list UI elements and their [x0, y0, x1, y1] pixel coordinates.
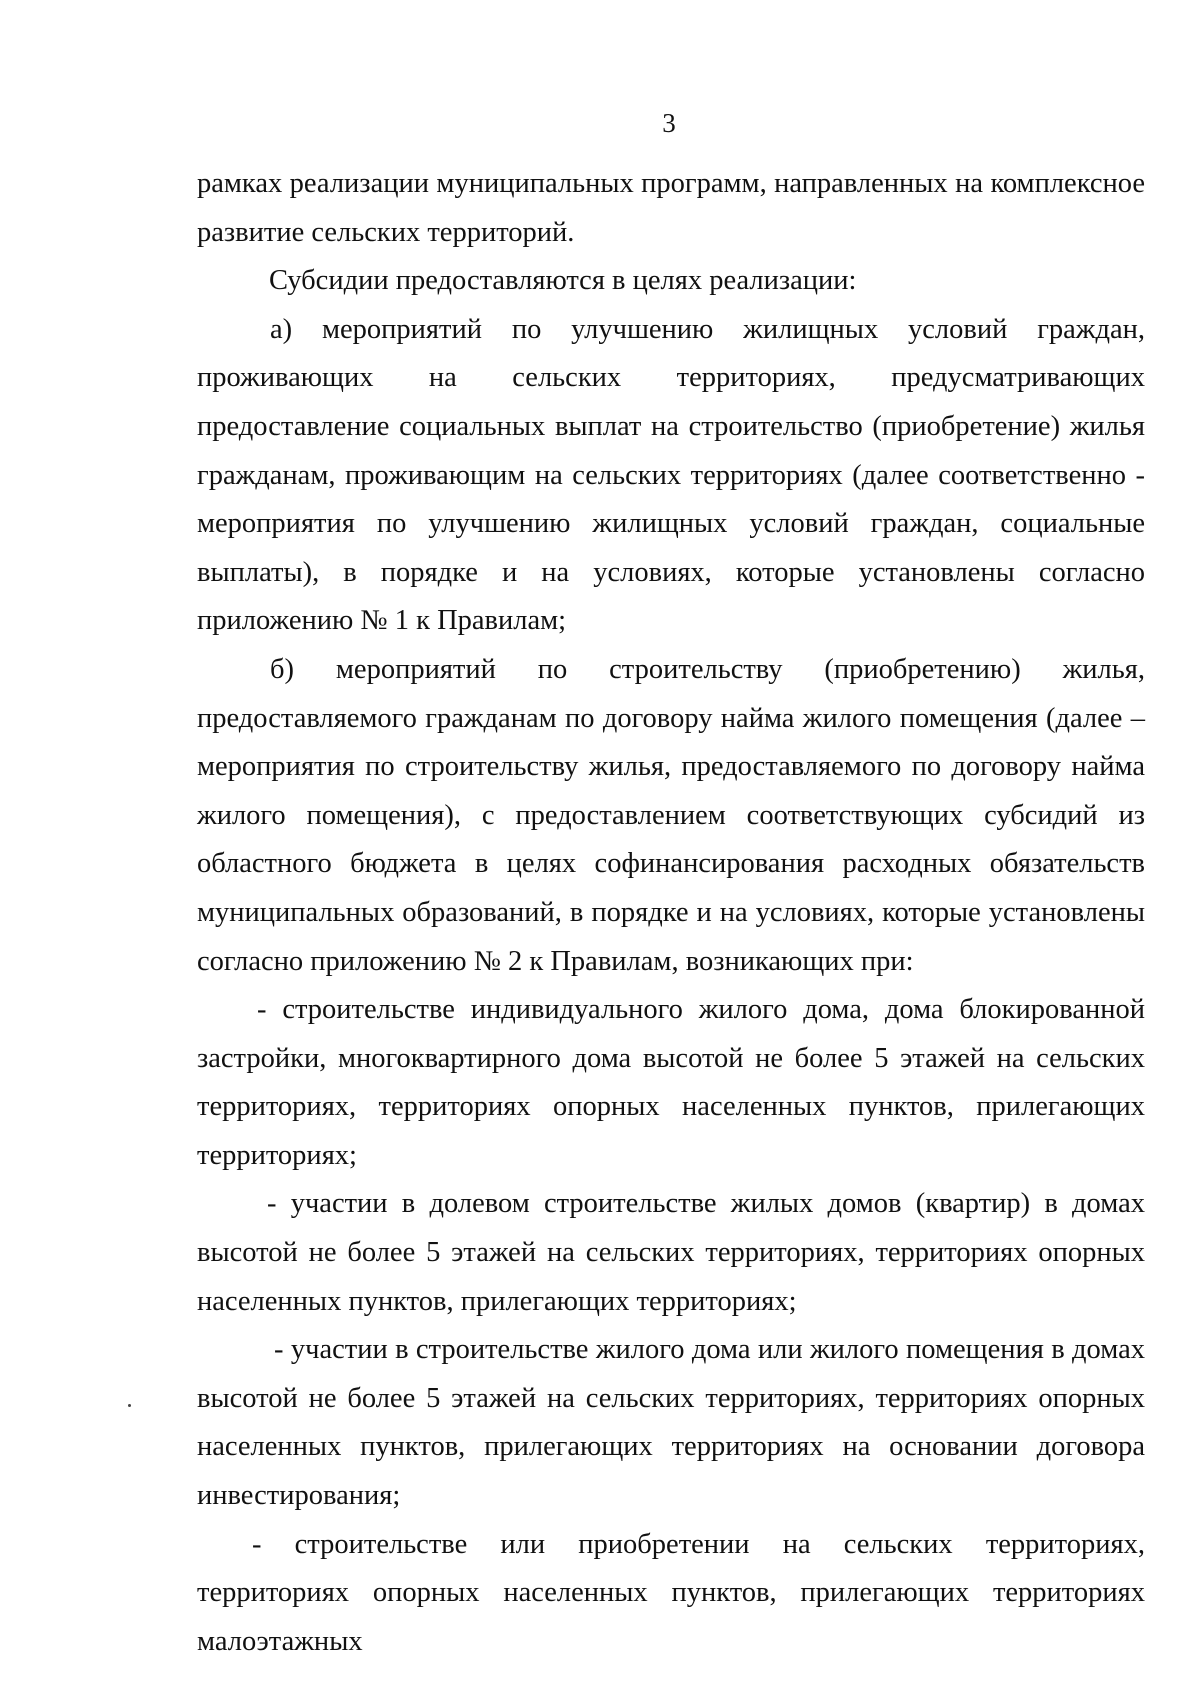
paragraph-dash-individual-house: - строительстве индивидуального жилого дома, дома блокированной застройки, многоквартирного дома высотой не более 5 этажей на сельских территориях, территориях опорных населенных пунктов, прилегающих территориях;	[197, 994, 1145, 1171]
paragraph-item-b: б) мероприятий по строительству (приобретению) жилья, предоставляемого гражданам по договору найма жилого помещения (далее – мероприятия по строительству жилья, предоставляемого по договору найма жилого помещения), с предоставлением соответствующих субсидий из областного бюджета в целях софинансирования расходных обязательств муниципальных образований, в порядке и на условиях, которые установлены согласно приложению № 2 к Правилам, возникающих при:	[197, 653, 1145, 977]
scan-mark	[128, 1404, 131, 1407]
document-body	[197, 160, 1145, 1666]
paragraph-dash-investment-agreement: - участии в строительстве жилого дома или жилого помещения в домах высотой не более 5 этажей на сельских территориях, территориях опорных населенных пунктов, прилегающих территориях на основании договора инвестирования;	[197, 1334, 1145, 1512]
paragraph-item-a: а) мероприятий по улучшению жилищных условий граждан, проживающих на сельских территориях, предусматривающих предоставление социальных выплат на строительство (приобретение) жилья гражданам, проживающим на сельских территориях (далее соответственно - мероприятия по улучшению жилищных условий граждан, социальные выплаты), в порядке и на условиях, которые установлены согласно приложению № 1 к Правилам;	[197, 313, 1145, 637]
paragraph-dash-low-rise: - строительстве или приобретении на сельских территориях, территориях опорных населенных пунктов, прилегающих территориях малоэтажных	[197, 1528, 1145, 1657]
paragraph-dash-shared-construction: - участии в долевом строительстве жилых домов (квартир) в домах высотой не более 5 этажей на сельских территориях, территориях опорных населенных пунктов, прилегающих территориях;	[197, 1188, 1145, 1317]
paragraph-subsidies-purpose: Субсидии предоставляются в целях реализации:	[269, 265, 857, 297]
page-number: 3	[662, 108, 676, 138]
paragraph-continuation: рамках реализации муниципальных программ, направленных на комплексное развитие сельских территорий.	[197, 168, 1145, 248]
